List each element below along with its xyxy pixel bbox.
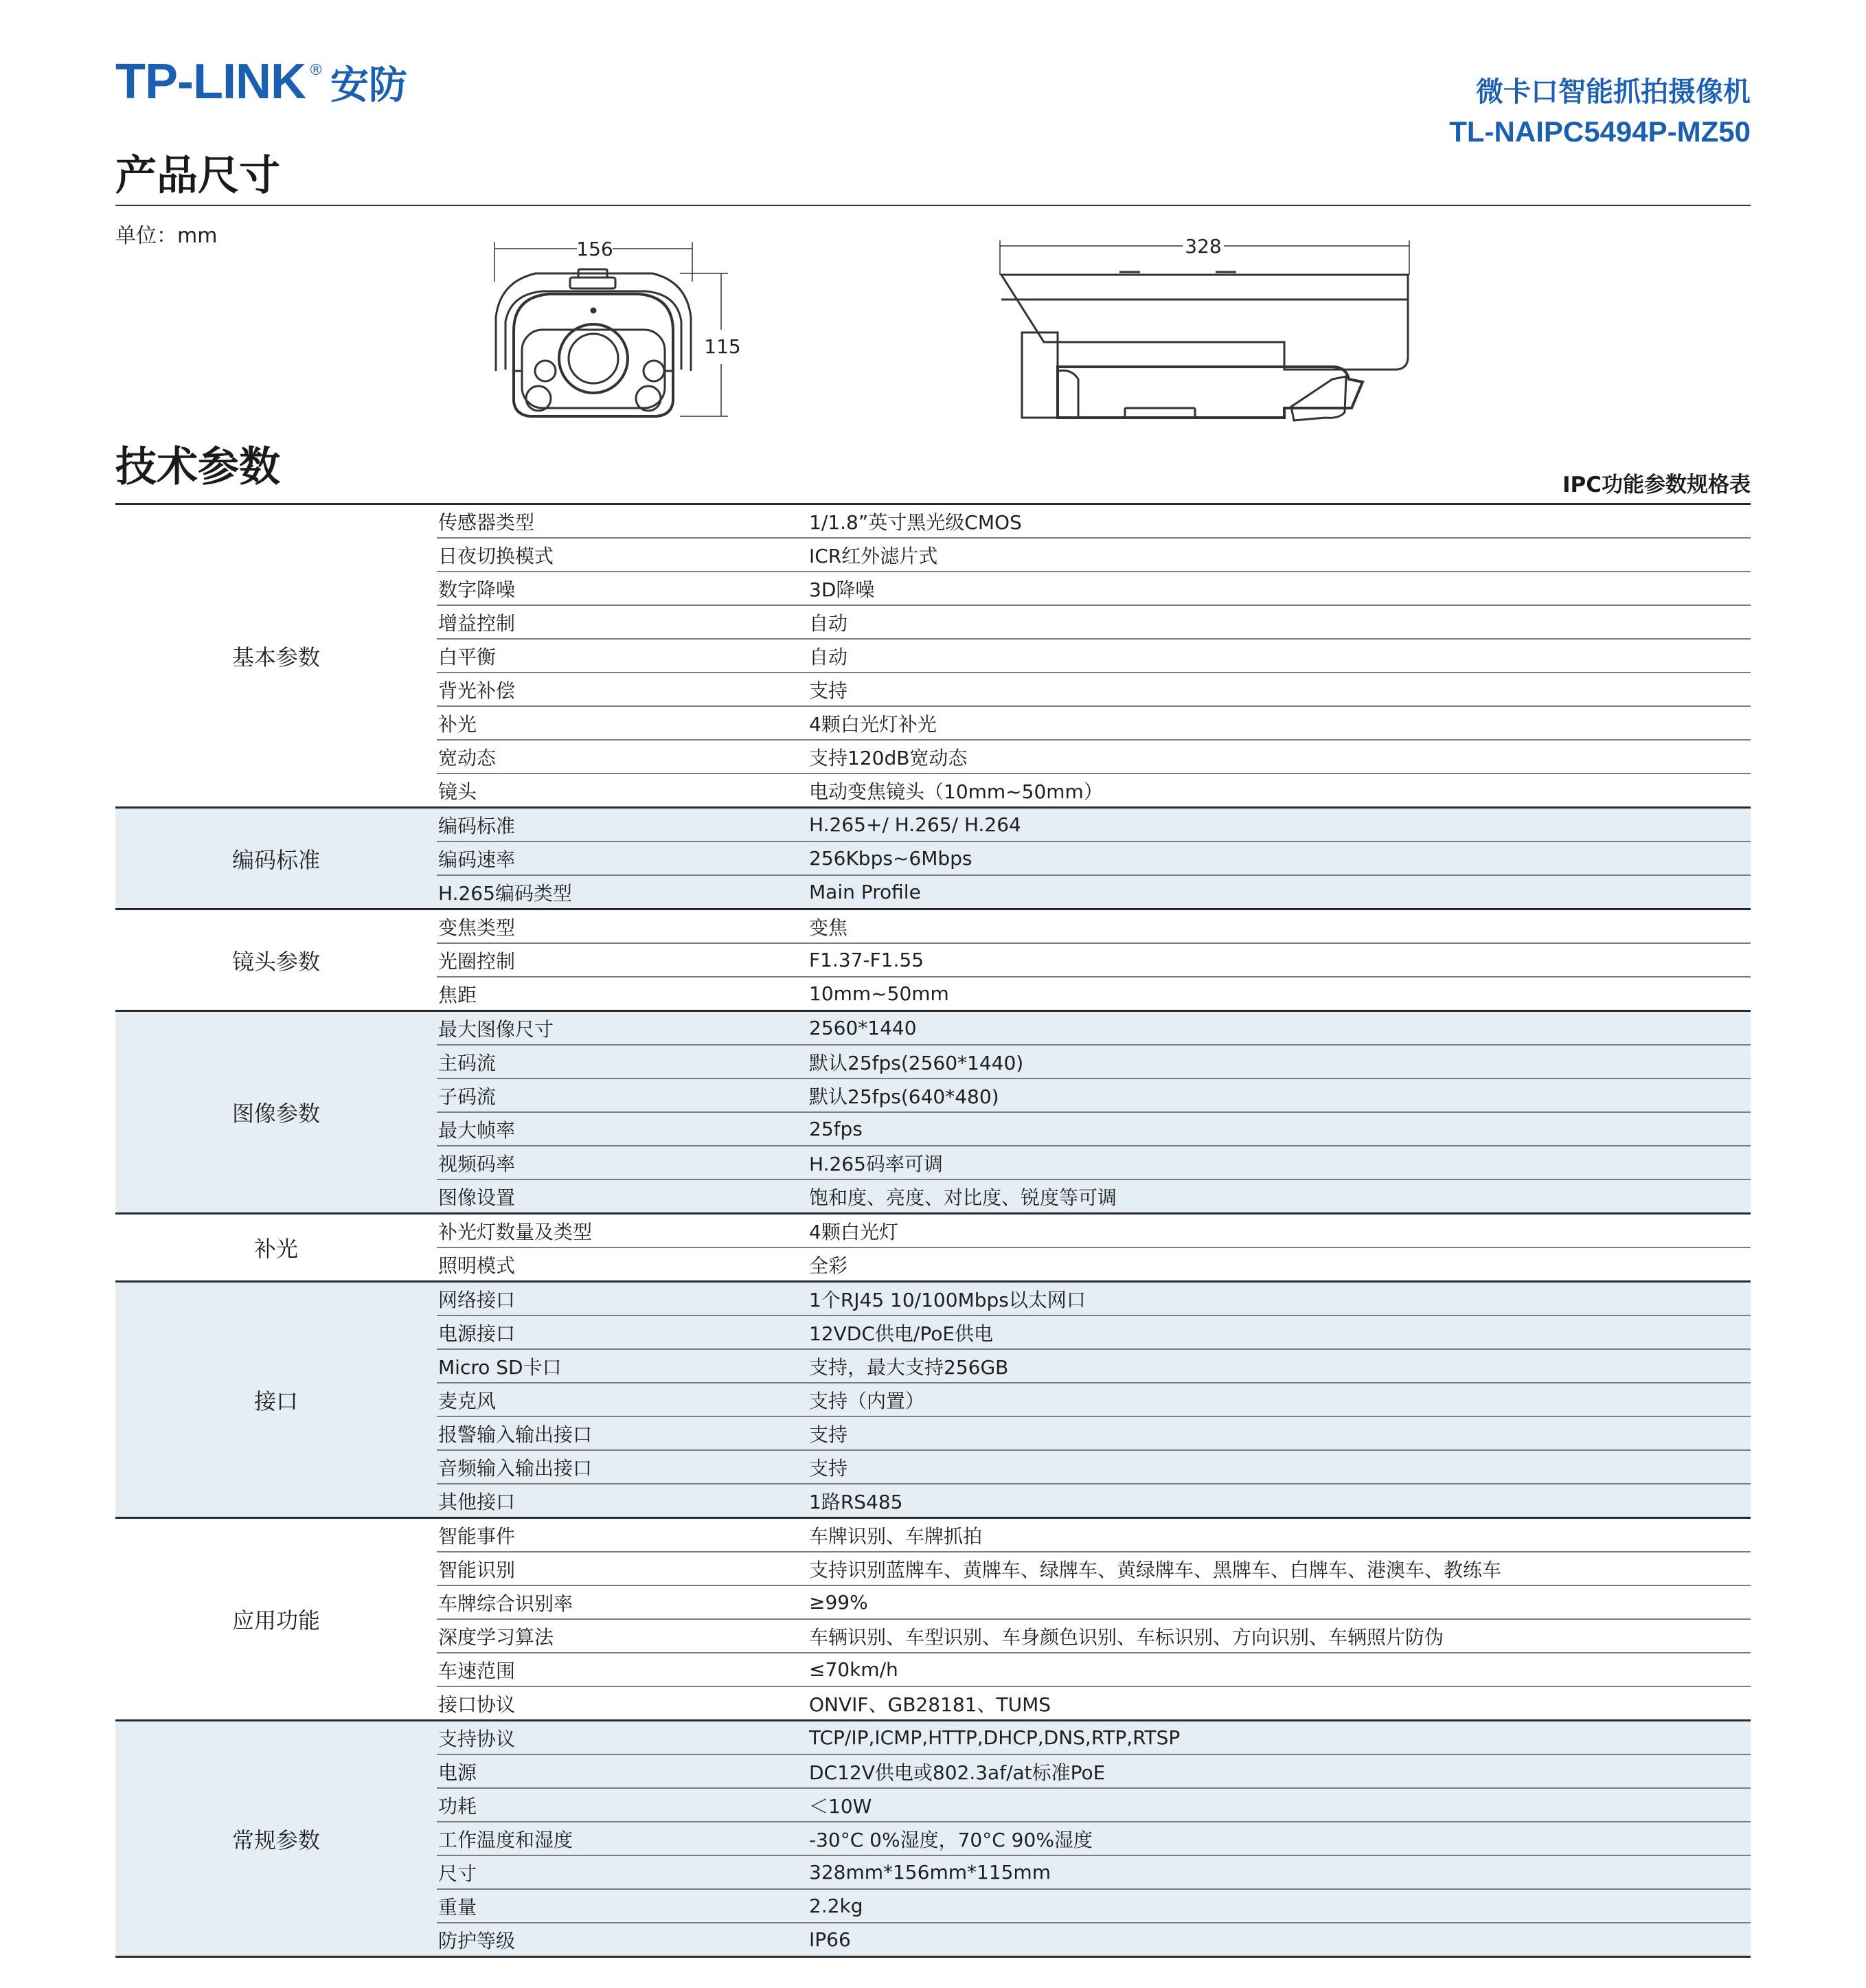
spec-group	[115, 1212, 1751, 1280]
side-view-drawing	[1000, 240, 1409, 420]
spec-row	[437, 1721, 1751, 1754]
spec-key: 编码标准	[438, 814, 516, 837]
spec-value: ≥99%	[809, 1591, 868, 1614]
spec-row	[437, 1787, 1751, 1821]
spec-row	[437, 1179, 1751, 1212]
spec-value: ≤70km/h	[809, 1658, 898, 1681]
spec-key: 电源接口	[438, 1322, 516, 1345]
spec-row	[437, 1247, 1751, 1280]
spec-group-label: 图像参数	[231, 1100, 320, 1127]
spec-key: 主码流	[438, 1051, 497, 1074]
spec-key: 变焦类型	[438, 916, 516, 939]
width-dimension-label: 156	[576, 238, 613, 260]
spec-row	[437, 1754, 1751, 1787]
spec-row	[437, 1078, 1751, 1111]
spec-key: 最大帧率	[438, 1118, 516, 1142]
spec-value: 328mm*156mm*115mm	[809, 1861, 1051, 1884]
spec-group-label: 应用功能	[231, 1607, 320, 1634]
logo-security-text: 安防	[330, 63, 407, 108]
spec-row	[437, 505, 1751, 537]
spec-value: 4颗白光灯	[809, 1220, 898, 1243]
spec-value: 变焦	[809, 916, 848, 939]
spec-row	[437, 1449, 1751, 1483]
product-name: 微卡口智能抓拍摄像机	[1476, 76, 1751, 108]
spec-group	[115, 1280, 1751, 1517]
spec-key: 数字降噪	[438, 578, 516, 601]
spec-row	[437, 976, 1751, 1010]
front-view-drawing	[494, 242, 728, 416]
spec-row	[437, 1012, 1751, 1044]
spec-value: Main Profile	[809, 881, 921, 903]
spec-value: 支持	[809, 1423, 848, 1446]
tp-link-logo	[115, 54, 407, 109]
spec-key: 功耗	[438, 1794, 477, 1818]
spec-key: 日夜切换模式	[438, 544, 554, 567]
spec-row	[437, 874, 1751, 908]
spec-row	[437, 841, 1751, 874]
spec-key: 焦距	[438, 983, 477, 1006]
spec-row	[437, 739, 1751, 773]
spec-row	[437, 1686, 1751, 1719]
registered-mark: ®	[308, 62, 323, 79]
spec-value: 自动	[809, 645, 848, 668]
table-caption: IPC功能参数规格表	[1562, 473, 1751, 497]
spec-value: 饱和度、亮度、对比度、锐度等可调	[809, 1186, 1117, 1209]
spec-row	[437, 942, 1751, 976]
spec-row	[437, 705, 1751, 739]
spec-row	[437, 1044, 1751, 1078]
spec-value: 12VDC供电/PoE供电	[809, 1322, 994, 1345]
spec-value: 车辆识别、车型识别、车身颜色识别、车标识别、方向识别、车辆照片防伪	[809, 1625, 1444, 1649]
spec-value: IP66	[809, 1928, 851, 1951]
spec-row	[437, 1551, 1751, 1585]
spec-key: 宽动态	[438, 746, 497, 769]
spec-value: TCP/IP,ICMP,HTTP,DHCP,DNS,RTP,RTSP	[809, 1726, 1181, 1749]
unit-label: 单位：mm	[115, 224, 218, 248]
spec-row	[437, 571, 1751, 605]
spec-row	[437, 1922, 1751, 1956]
spec-key: 防护等级	[438, 1929, 516, 1952]
spec-row	[437, 1585, 1751, 1618]
spec-value: 1个RJ45 10/100Mbps以太网口	[809, 1288, 1086, 1311]
dimensions-title: 产品尺寸	[115, 152, 280, 200]
spec-key: 支持协议	[438, 1727, 516, 1750]
spec-group-label: 镜头参数	[231, 948, 320, 975]
spec-group-label: 编码标准	[231, 846, 320, 873]
spec-value: 256Kbps~6Mbps	[809, 847, 972, 870]
height-dimension-label: 115	[704, 335, 741, 358]
spec-value: 2.2kg	[809, 1895, 863, 1917]
spec-row	[437, 910, 1751, 942]
spec-value: 4颗白光灯补光	[809, 712, 937, 736]
spec-table	[115, 503, 1751, 1958]
spec-row	[437, 1652, 1751, 1686]
spec-row	[437, 672, 1751, 705]
spec-value: 25fps	[809, 1118, 863, 1140]
spec-row	[437, 1483, 1751, 1517]
spec-key: 传感器类型	[438, 510, 535, 534]
spec-value: ONVIF、GB28181、TUMS	[809, 1693, 1051, 1716]
spec-value: F1.37-F1.55	[809, 949, 924, 971]
spec-value: ICR红外滤片式	[809, 544, 938, 567]
spec-key: 音频输入输出接口	[438, 1456, 593, 1480]
spec-key: 其他接口	[438, 1490, 516, 1513]
spec-key: 车速范围	[438, 1659, 516, 1682]
spec-key: 报警输入输出接口	[438, 1423, 593, 1446]
spec-key: 照明模式	[438, 1254, 516, 1277]
spec-row	[437, 809, 1751, 841]
spec-group	[115, 1719, 1751, 1956]
spec-value: 电动变焦镜头（10mm~50mm）	[809, 780, 1103, 803]
spec-row	[437, 1111, 1751, 1145]
spec-key: 视频码率	[438, 1152, 516, 1175]
spec-value: 默认25fps(640*480)	[809, 1085, 999, 1108]
spec-row	[437, 1416, 1751, 1449]
spec-group-label: 基本参数	[231, 644, 320, 670]
spec-group	[115, 908, 1751, 1010]
spec-key: 白平衡	[438, 645, 497, 668]
spec-key: 智能事件	[438, 1524, 516, 1548]
spec-value: 2560*1440	[809, 1017, 917, 1039]
spec-group-label: 接口	[253, 1388, 298, 1414]
spec-row	[437, 1145, 1751, 1179]
spec-value: 默认25fps(2560*1440)	[809, 1051, 1024, 1074]
spec-row	[437, 1348, 1751, 1382]
spec-value: -30°C 0%湿度，70°C 90%湿度	[809, 1828, 1093, 1851]
spec-title: 技术参数	[115, 443, 280, 491]
spec-key: 智能识别	[438, 1558, 516, 1581]
spec-value: 支持	[809, 679, 848, 702]
length-dimension-label: 328	[1185, 235, 1222, 258]
spec-key: 工作温度和湿度	[438, 1828, 573, 1851]
spec-key: 车牌综合识别率	[438, 1592, 573, 1615]
spec-key: 补光	[438, 712, 477, 736]
spec-row	[437, 605, 1751, 638]
spec-group	[115, 1517, 1751, 1719]
spec-value: 支持（内置）	[809, 1389, 925, 1412]
spec-row	[437, 1618, 1751, 1652]
spec-key: 网络接口	[438, 1288, 516, 1311]
spec-value: 3D降噪	[809, 578, 875, 601]
spec-key: 重量	[438, 1895, 477, 1919]
spec-value: 支持，最大支持256GB	[809, 1355, 1009, 1379]
spec-value: 全彩	[809, 1254, 848, 1277]
spec-value: H.265码率可调	[809, 1152, 943, 1175]
spec-value: 车牌识别、车牌抓拍	[809, 1524, 983, 1548]
spec-key: Micro SD卡口	[438, 1355, 562, 1379]
spec-value: 支持	[809, 1456, 848, 1480]
spec-key: H.265编码类型	[438, 881, 572, 905]
spec-value: ＜10W	[809, 1794, 872, 1818]
spec-value: H.265+/ H.265/ H.264	[809, 813, 1021, 836]
spec-row	[437, 1821, 1751, 1855]
product-model: TL-NAIPC5494P-MZ50	[1449, 115, 1751, 148]
spec-key: 最大图像尺寸	[438, 1017, 554, 1041]
spec-key: 补光灯数量及类型	[438, 1220, 593, 1243]
spec-value: DC12V供电或802.3af/at标准PoE	[809, 1761, 1106, 1784]
spec-key: 镜头	[438, 780, 477, 803]
spec-value: 支持120dB宽动态	[809, 746, 968, 769]
spec-group-label: 补光	[253, 1236, 298, 1262]
spec-key: 电源	[438, 1761, 477, 1784]
spec-row	[437, 1215, 1751, 1247]
spec-key: 光圈控制	[438, 949, 516, 973]
spec-key: 接口协议	[438, 1693, 516, 1716]
spec-group-label: 常规参数	[231, 1827, 320, 1853]
spec-key: 编码速率	[438, 848, 516, 871]
title-divider	[115, 205, 1751, 206]
spec-group	[115, 1010, 1751, 1212]
spec-row	[437, 1888, 1751, 1922]
spec-row	[437, 773, 1751, 806]
spec-key: 麦克风	[438, 1389, 497, 1412]
spec-row	[437, 1315, 1751, 1348]
spec-value: 1/1.8”英寸黑光级CMOS	[809, 510, 1022, 534]
spec-key: 背光补偿	[438, 679, 516, 702]
spec-key: 增益控制	[438, 611, 516, 635]
spec-key: 尺寸	[438, 1862, 477, 1885]
spec-row	[437, 1283, 1751, 1315]
spec-value: 自动	[809, 611, 848, 635]
spec-group	[115, 503, 1751, 806]
spec-row	[437, 537, 1751, 571]
spec-value: 支持识别蓝牌车、黄牌车、绿牌车、黄绿牌车、黑牌车、白牌车、港澳车、教练车	[809, 1558, 1502, 1581]
spec-row	[437, 638, 1751, 672]
table-bottom-rule	[115, 1956, 1751, 1958]
spec-key: 深度学习算法	[438, 1625, 554, 1649]
spec-group	[115, 806, 1751, 908]
spec-value: 1路RS485	[809, 1490, 903, 1513]
spec-row	[437, 1382, 1751, 1416]
spec-key: 图像设置	[438, 1186, 516, 1209]
spec-row	[437, 1519, 1751, 1551]
logo-wordmark: TP-LINK	[115, 54, 306, 109]
spec-value: 10mm~50mm	[809, 982, 949, 1005]
spec-key: 子码流	[438, 1085, 497, 1108]
spec-row	[437, 1855, 1751, 1888]
